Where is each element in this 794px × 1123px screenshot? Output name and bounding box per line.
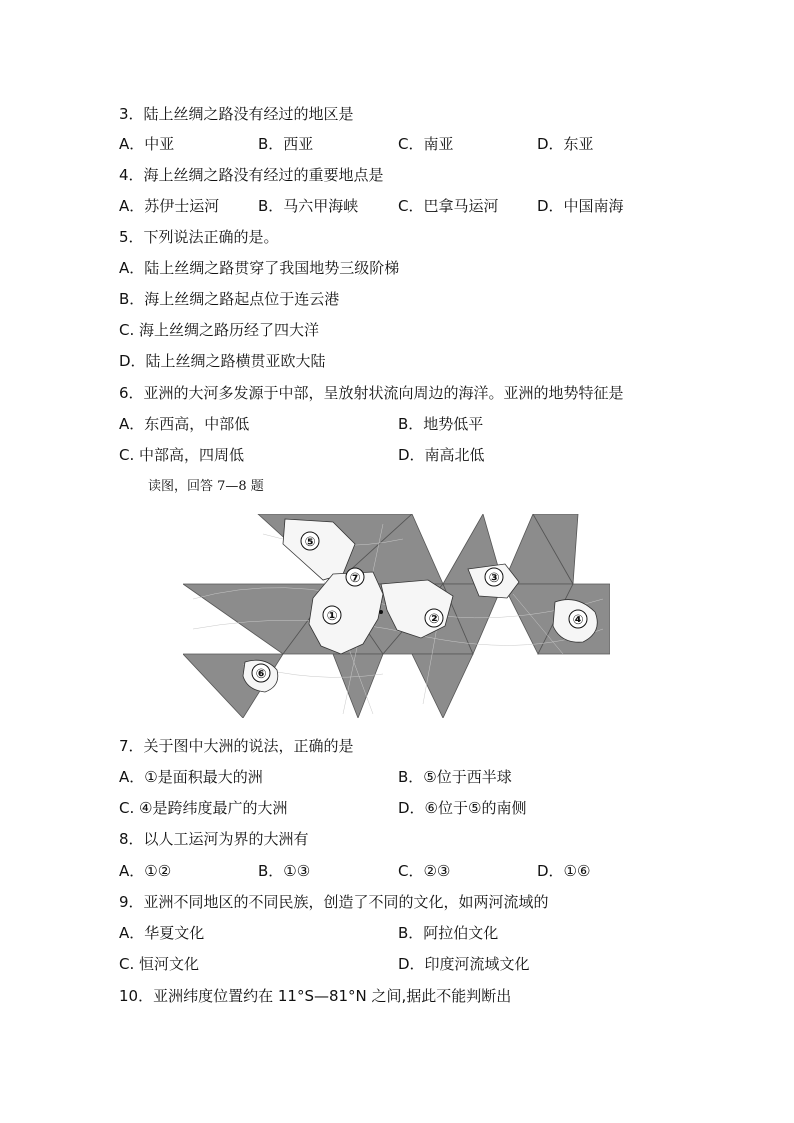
q8-option-b[interactable]: B．①③	[258, 862, 311, 880]
question-7-stem: 7．关于图中大洲的说法，正确的是	[119, 737, 354, 755]
q9-option-d[interactable]: D．印度河流域文化	[398, 955, 530, 973]
continent-label-4: ④	[572, 613, 584, 628]
question-3-stem: 3．陆上丝绸之路没有经过的地区是	[119, 105, 354, 123]
q4-option-d[interactable]: D．中国南海	[537, 197, 624, 215]
q9-option-a[interactable]: A．华夏文化	[119, 924, 205, 942]
continent-label-7: ⑦	[349, 571, 361, 586]
q6-option-a[interactable]: A．东西高，中部低	[119, 415, 250, 433]
question-9-stem: 9．亚洲不同地区的不同民族，创造了不同的文化，如两河流域的	[119, 893, 549, 911]
q9-option-c[interactable]: C. 恒河文化	[119, 955, 200, 973]
question-10-stem: 10．亚洲纬度位置约在 11°S—81°N 之间,据此不能判断出	[119, 987, 512, 1005]
q5-option-d[interactable]: D．陆上丝绸之路横贯亚欧大陆	[119, 352, 326, 370]
map-note: 读图，回答 7—8 题	[148, 479, 264, 494]
q6-option-d[interactable]: D．南高北低	[398, 446, 485, 464]
q7-option-c[interactable]: C. ④是跨纬度最广的大洲	[119, 799, 288, 817]
q3-option-d[interactable]: D．东亚	[537, 135, 594, 153]
map-center-dot	[379, 610, 383, 614]
q4-option-c[interactable]: C．巴拿马运河	[398, 197, 499, 215]
q5-option-c[interactable]: C. 海上丝绸之路历经了四大洋	[119, 321, 320, 339]
continent-label-1: ①	[326, 609, 338, 624]
continent-label-2: ②	[428, 612, 440, 627]
question-5-stem: 5．下列说法正确的是。	[119, 228, 279, 246]
q3-option-b[interactable]: B．西亚	[258, 135, 314, 153]
question-6-stem: 6．亚洲的大河多发源于中部，呈放射状流向周边的海洋。亚洲的地势特征是	[119, 384, 624, 402]
continent-label-5: ⑤	[304, 535, 316, 550]
q6-option-c[interactable]: C. 中部高，四周低	[119, 446, 245, 464]
continent-label-6: ⑥	[255, 667, 267, 682]
q8-option-a[interactable]: A．①②	[119, 862, 172, 880]
q7-option-b[interactable]: B．⑤位于西半球	[398, 768, 512, 786]
q4-option-a[interactable]: A．苏伊士运河	[119, 197, 220, 215]
q4-option-b[interactable]: B．马六甲海峡	[258, 197, 359, 215]
q8-option-d[interactable]: D．①⑥	[537, 862, 591, 880]
q9-option-b[interactable]: B．阿拉伯文化	[398, 924, 499, 942]
continent-label-3: ③	[488, 571, 500, 586]
q5-option-b[interactable]: B．海上丝绸之路起点位于连云港	[119, 290, 340, 308]
question-4-stem: 4．海上丝绸之路没有经过的重要地点是	[119, 166, 384, 184]
q3-option-c[interactable]: C．南亚	[398, 135, 454, 153]
question-8-stem: 8．以人工运河为界的大洲有	[119, 830, 309, 848]
continent-map	[183, 514, 610, 718]
q8-option-c[interactable]: C．②③	[398, 862, 451, 880]
q6-option-b[interactable]: B．地势低平	[398, 415, 484, 433]
q7-option-d[interactable]: D．⑥位于⑤的南侧	[398, 799, 527, 817]
q7-option-a[interactable]: A．①是面积最大的洲	[119, 768, 263, 786]
q3-option-a[interactable]: A．中亚	[119, 135, 175, 153]
q5-option-a[interactable]: A．陆上丝绸之路贯穿了我国地势三级阶梯	[119, 259, 400, 277]
